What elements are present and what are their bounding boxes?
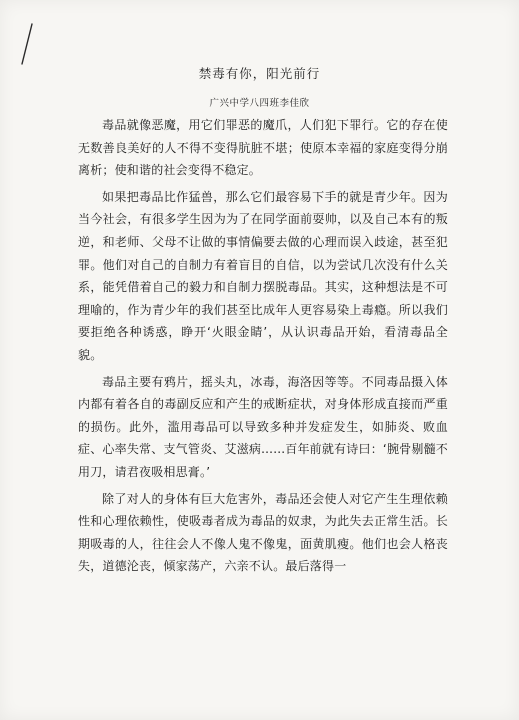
paragraph-4: 除了对人的身体有巨大危害外，毒品还会使人对它产生生理依赖性和心理依赖性，使吸毒者成为毒品的奴隶，为此失去正常生活。长期吸毒的人，往往会人不像人鬼不像鬼，面黄肌瘦。他们也会人格丧失，道德沦丧，倾家荡产，六亲不认。最后落得一 bbox=[78, 491, 448, 574]
essay-title: 禁毒有你，阳光前行 bbox=[198, 66, 321, 81]
pen-stroke-mark bbox=[20, 22, 34, 66]
paragraph-1: 毒品就像恶魔，用它们罪恶的魔爪，人们犯下罪行。它的存在使无数善良美好的人不得不变得肮脏不堪；使原本幸福的家庭变得分崩离析；使和谐的社会变得不稳定。 bbox=[78, 118, 448, 178]
paragraph-3: 毒品主要有鸦片，摇头丸，冰毒，海洛因等等。不同毒品摄入体内都有着各自的毒副反应和产生的戒断症状，对身体形成直接而严重的损伤。此外，滥用毒品可以导致多种并发症发生，如肺炎、败血症、心率失常、支气管炎、艾滋病......百年前就有诗曰：‘腕骨剔髓不用刀，请君夜吸相思膏。’ bbox=[78, 374, 448, 479]
author-byline: 广兴中学八四班李佳欣 bbox=[209, 98, 310, 109]
essay-body bbox=[78, 114, 448, 582]
paragraph-2: 如果把毒品比作猛兽，那么它们最容易下手的就是青少年。因为当今社会，有很多学生因为为了在同学面前耍帅，以及自己本有的叛逆，和老师、父母不让做的事情偏要去做的心理而误入歧途，甚至犯罪。他们对自己的自制力有着盲目的自信，以为尝试几次没有什么关系，能凭借着自己的毅力和自制力摆脱毒品。其实，这种想法是不可理喻的，作为青少年的我们甚至比成年人更容易染上毒瘾。所以我们要拒绝各种诱惑，睁开‘火眼金睛’，从认识毒品开始，看清毒品全貌。 bbox=[78, 189, 448, 362]
